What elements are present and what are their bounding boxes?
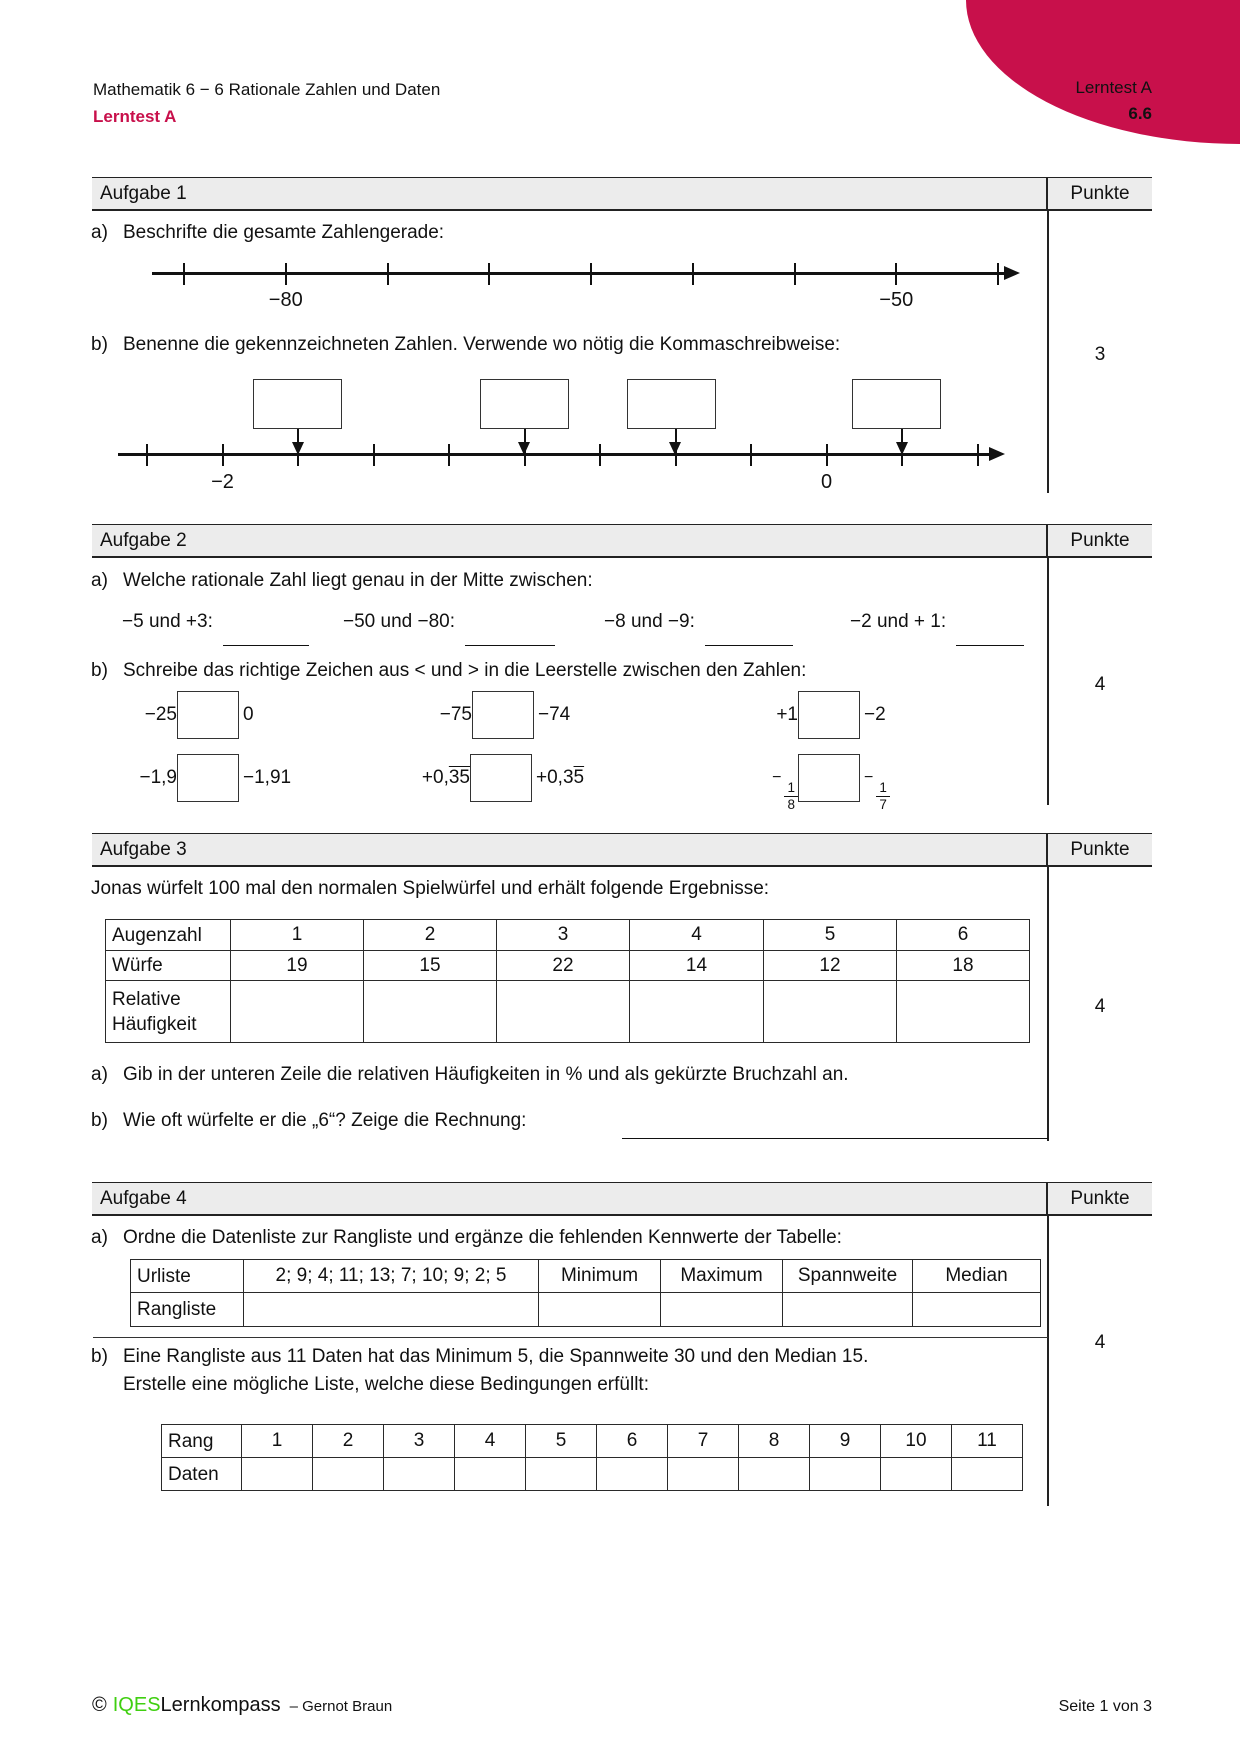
page-number: Seite 1 von 3	[1058, 1698, 1152, 1715]
minimum-header-cell: Minimum	[539, 1260, 661, 1293]
cmp5-right-pre: +0,3	[536, 767, 574, 788]
spannweite-empty-cell	[783, 1293, 913, 1327]
task3-header	[92, 833, 1152, 867]
urliste-header-cell: Urliste	[131, 1260, 244, 1293]
numberline-2-pointer-arrowhead	[292, 442, 304, 455]
task4-b-text1: Eine Rangliste aus 11 Daten hat das Minimum 5, die Spannweite 30 und den Median 15.	[123, 1346, 869, 1367]
numberline-2-tick	[826, 444, 828, 466]
daten-empty-cell	[668, 1458, 739, 1491]
dice-empty-cell	[231, 981, 364, 1043]
task1-b-text: Benenne die gekennzeichneten Zahlen. Verwende wo nötig die Kommaschreibweise:	[123, 334, 841, 355]
task2-punkte-header: Punkte	[1046, 525, 1152, 556]
middle-item-2-label: −50 und −80:	[343, 611, 455, 632]
dice-frequency-table	[105, 919, 1030, 1043]
brand-iqes: IQES	[112, 1694, 161, 1716]
numberline-2-line	[118, 453, 989, 456]
numberline-2-pointer-stem	[675, 429, 677, 443]
dice-empty-cell	[630, 981, 764, 1043]
numberline-1-line	[152, 272, 1004, 275]
dice-empty-cell	[497, 981, 630, 1043]
numberline-2-arrowhead	[989, 447, 1005, 461]
numberline-1-tick	[183, 263, 185, 285]
task4-b-text2: Erstelle eine mögliche Liste, welche diese Bedingungen erfüllt:	[123, 1374, 649, 1395]
middle-item-1-label: −5 und +3:	[122, 611, 213, 632]
rang-cell: 9	[810, 1425, 881, 1458]
numberline-2-pointer-stem	[297, 429, 299, 443]
rangliste-header-cell: Rangliste	[131, 1293, 244, 1327]
numberline-1-tick	[794, 263, 796, 285]
cmp1-box	[177, 691, 239, 739]
rang-cell: 4	[455, 1425, 526, 1458]
daten-empty-cell	[739, 1458, 810, 1491]
dice-header-cell: Relative Häufigkeit	[106, 981, 231, 1043]
task3-intro: Jonas würfelt 100 mal den normalen Spielwürfel und erhält folgende Ergebnisse:	[91, 878, 770, 899]
cmp4-box	[177, 754, 239, 802]
task2-b-text: Schreibe das richtige Zeichen aus < und > in die Leerstelle zwischen den Zahlen:	[123, 660, 807, 681]
task2-b-label: b)	[91, 660, 108, 681]
numberline-1-tick	[590, 263, 592, 285]
table-row	[106, 981, 1030, 1043]
numberline-1-tick	[692, 263, 694, 285]
cmp3-right: −2	[864, 704, 886, 725]
daten-empty-cell	[384, 1458, 455, 1491]
task1-punkte-value: 3	[1094, 344, 1106, 365]
task4-title: Aufgabe 4	[100, 1188, 187, 1209]
dice-value-cell: 14	[630, 951, 764, 981]
rang-cell: 7	[668, 1425, 739, 1458]
cmp6-right-minus: −	[864, 769, 874, 786]
corner-test-label: Lerntest A	[1075, 78, 1152, 97]
task3-a-text: Gib in der unteren Zeile die relativen Häufigkeiten in % und als gekürzte Bruchzahl an.	[123, 1064, 849, 1085]
dice-value-cell: 19	[231, 951, 364, 981]
numberline-2-pointer-stem	[901, 429, 903, 443]
dice-value-cell: 12	[764, 951, 897, 981]
cmp6-left	[678, 754, 798, 812]
task1-header	[92, 177, 1152, 211]
daten-empty-cell	[455, 1458, 526, 1491]
task1-a-label: a)	[91, 222, 108, 243]
middle-item-4	[850, 611, 1024, 646]
middle-item-3-blank	[705, 611, 793, 646]
table-row	[106, 920, 1030, 951]
rang-cell: 11	[952, 1425, 1023, 1458]
numberline-2-tick	[977, 444, 979, 466]
course-title: Mathematik 6 − 6 Rationale Zahlen und Daten	[93, 80, 441, 99]
cmp5-box	[470, 754, 532, 802]
rang-cell: 5	[526, 1425, 597, 1458]
task3-part-a	[91, 1063, 849, 1086]
cmp3-box	[798, 691, 860, 739]
task2-header	[92, 524, 1152, 558]
task4-separator-line	[93, 1337, 1048, 1338]
dice-value-cell: 15	[364, 951, 497, 981]
cmp4-left: −1,9	[139, 767, 177, 788]
cmp1-left: −25	[144, 704, 177, 725]
numberline-1-tick	[997, 263, 999, 285]
cmp5-right	[536, 754, 584, 802]
numberline-2-pointer-stem	[524, 429, 526, 443]
middle-item-1	[122, 611, 309, 646]
dice-empty-cell	[364, 981, 497, 1043]
task2-part-a	[91, 569, 593, 592]
maximum-empty-cell	[661, 1293, 783, 1327]
middle-item-3-label: −8 und −9:	[604, 611, 695, 632]
numberline-2-tick	[373, 444, 375, 466]
cmp4-right: −1,91	[243, 767, 292, 788]
numberline-1-tick	[895, 263, 897, 285]
dice-value-cell: 1	[231, 920, 364, 951]
footer-author: – Gernot Braun	[289, 1698, 393, 1715]
median-empty-cell	[913, 1293, 1041, 1327]
task4-part-a	[91, 1226, 842, 1249]
numberline-2-pointer-arrowhead	[518, 442, 530, 455]
task4-punkte-value: 4	[1094, 1332, 1106, 1353]
cmp2-left: −75	[439, 704, 472, 725]
cmp5-left-repeating: 35	[448, 767, 470, 788]
task4-header	[92, 1182, 1152, 1216]
task3-answer-line	[622, 1138, 1048, 1139]
task4-a-label: a)	[91, 1227, 108, 1248]
daten-empty-cell	[526, 1458, 597, 1491]
task2-title: Aufgabe 2	[100, 530, 187, 551]
rang-cell: 1	[242, 1425, 313, 1458]
answer-box-4	[852, 379, 941, 429]
maximum-header-cell: Maximum	[661, 1260, 783, 1293]
middle-item-4-blank	[956, 611, 1024, 646]
dice-header-cell: Würfe	[106, 951, 231, 981]
cmp1-right: 0	[243, 704, 254, 725]
dice-header-cell: Augenzahl	[106, 920, 231, 951]
footer-brand	[92, 1694, 392, 1717]
daten-empty-cell	[597, 1458, 668, 1491]
task2-part-b	[91, 659, 806, 682]
dice-value-cell: 4	[630, 920, 764, 951]
corner-chapter-number: 6.6	[1128, 104, 1152, 123]
middle-item-4-label: −2 und + 1:	[850, 611, 947, 632]
numberline-2-tick	[599, 444, 601, 466]
numberline-2-tick	[448, 444, 450, 466]
middle-item-2	[343, 611, 555, 646]
table-row	[162, 1458, 1023, 1491]
dice-value-cell: 18	[897, 951, 1030, 981]
dice-value-cell: 2	[364, 920, 497, 951]
test-variant-label: Lerntest A	[93, 107, 177, 126]
cmp2-box	[472, 691, 534, 739]
cmp6-right-denominator: 7	[879, 796, 887, 812]
rang-cell: 6	[597, 1425, 668, 1458]
rang-cell: 8	[739, 1425, 810, 1458]
dice-value-cell: 5	[764, 920, 897, 951]
daten-empty-cell	[242, 1458, 313, 1491]
brand-lernkompass: Lernkompass	[160, 1694, 281, 1716]
dice-value-cell: 22	[497, 951, 630, 981]
answer-box-2	[480, 379, 569, 429]
daten-empty-cell	[810, 1458, 881, 1491]
task1-part-b	[91, 333, 840, 356]
numberline-2-pointer-arrowhead	[896, 442, 908, 455]
urliste-data-cell: 2; 9; 4; 11; 13; 7; 10; 9; 2; 5	[244, 1260, 539, 1293]
numberline-1-tick	[488, 263, 490, 285]
daten-header-cell: Daten	[162, 1458, 242, 1491]
cmp6-right	[864, 754, 890, 812]
rangliste-empty-cell	[244, 1293, 539, 1327]
dice-value-cell: 6	[897, 920, 1030, 951]
task3-punkte-value: 4	[1094, 996, 1106, 1017]
numberline-2-tick	[222, 444, 224, 466]
table-row	[131, 1293, 1041, 1327]
task3-b-text: Wie oft würfelte er die „6“? Zeige die Rechnung:	[123, 1110, 527, 1131]
numberline-2-tick	[750, 444, 752, 466]
middle-item-3	[604, 611, 793, 646]
task4-part-b	[91, 1345, 868, 1368]
task2-a-text: Welche rationale Zahl liegt genau in der Mitte zwischen:	[123, 570, 593, 591]
minimum-empty-cell	[539, 1293, 661, 1327]
daten-empty-cell	[881, 1458, 952, 1491]
table-row	[131, 1260, 1041, 1293]
urliste-table	[130, 1259, 1041, 1327]
dice-empty-cell	[764, 981, 897, 1043]
median-header-cell: Median	[913, 1260, 1041, 1293]
task1-a-text: Beschrifte die gesamte Zahlengerade:	[123, 222, 445, 243]
corner-accent-shape	[966, 0, 1240, 144]
task3-b-label: b)	[91, 1110, 108, 1131]
numberline-2-label: 0	[820, 471, 833, 493]
numberline-2-pointer-arrowhead	[669, 442, 681, 455]
cmp6-box	[798, 754, 860, 802]
numberline-2-label: −2	[211, 471, 234, 493]
numberline-1-label: −50	[879, 289, 914, 311]
dice-value-cell: 3	[497, 920, 630, 951]
cmp3-left: +1	[776, 704, 798, 725]
task4-punkte-divider	[1047, 1216, 1049, 1506]
spannweite-header-cell: Spannweite	[783, 1260, 913, 1293]
numberline-1-tick	[285, 263, 287, 285]
task1-punkte-header: Punkte	[1046, 178, 1152, 209]
rang-header-cell: Rang	[162, 1425, 242, 1458]
answer-box-1	[253, 379, 342, 429]
task1-title: Aufgabe 1	[100, 183, 187, 204]
rang-cell: 10	[881, 1425, 952, 1458]
cmp6-left-minus: −	[772, 769, 782, 786]
numberline-1-arrowhead	[1004, 266, 1020, 280]
task3-part-b	[91, 1109, 526, 1132]
rang-daten-table	[161, 1424, 1023, 1491]
daten-empty-cell	[952, 1458, 1023, 1491]
task3-a-label: a)	[91, 1064, 108, 1085]
cmp5-right-repeating: 5	[573, 767, 585, 788]
cmp2-right: −74	[538, 704, 571, 725]
task2-a-label: a)	[91, 570, 108, 591]
middle-item-1-blank	[223, 611, 309, 646]
task1-b-label: b)	[91, 334, 108, 355]
cmp5-left	[350, 754, 470, 802]
task3-punkte-header: Punkte	[1046, 834, 1152, 865]
cmp6-left-numerator: 1	[784, 780, 798, 797]
task2-punkte-value: 4	[1094, 674, 1106, 695]
task4-b-label: b)	[91, 1346, 108, 1367]
task4-punkte-header: Punkte	[1046, 1183, 1152, 1214]
middle-item-2-blank	[465, 611, 555, 646]
task3-title: Aufgabe 3	[100, 839, 187, 860]
numberline-1-label: −80	[268, 289, 303, 311]
rang-cell: 2	[313, 1425, 384, 1458]
copyright-icon: ©	[92, 1694, 107, 1716]
cmp5-left-pre: +0,	[421, 767, 449, 788]
numberline-1-tick	[387, 263, 389, 285]
dice-empty-cell	[897, 981, 1030, 1043]
daten-empty-cell	[313, 1458, 384, 1491]
cmp6-left-denominator: 8	[787, 796, 795, 812]
table-row	[106, 951, 1030, 981]
numberline-2-tick	[146, 444, 148, 466]
rang-cell: 3	[384, 1425, 455, 1458]
cmp6-right-numerator: 1	[876, 780, 890, 797]
answer-box-3	[627, 379, 716, 429]
table-row	[162, 1425, 1023, 1458]
task1-part-a	[91, 221, 444, 244]
task4-a-text: Ordne die Datenliste zur Rangliste und ergänze die fehlenden Kennwerte der Tabelle:	[123, 1227, 842, 1248]
